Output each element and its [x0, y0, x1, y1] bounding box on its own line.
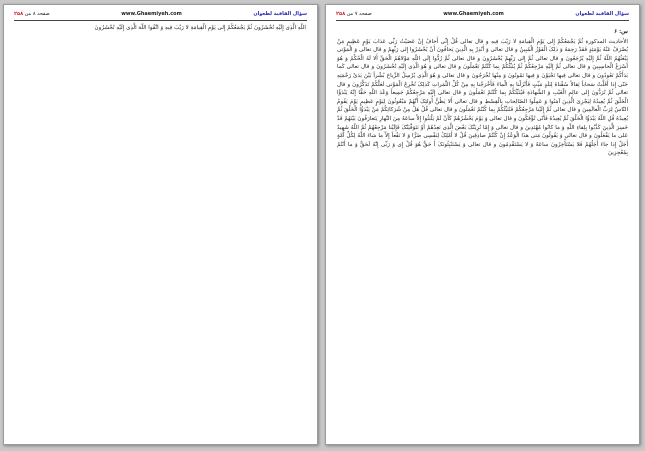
document-page-right	[325, 4, 640, 445]
page-body	[15, 24, 306, 33]
page-number-label: صفحه ۷ من	[345, 10, 372, 17]
page-body	[337, 24, 628, 158]
website-url[interactable]: www.Ghaemiyeh.com	[121, 10, 182, 17]
header-rule	[336, 20, 629, 21]
header-rule	[14, 20, 307, 21]
body-paragraph: الأحاديث المذكورة ثُمَّ یَجْمَعُکُمْ إِلی یَوْمِ الْقِیامَةِ لا رَیْبَ فِیهِ و قال تعالی قُلْ إِنِّی أَخافُ إِنْ عَصَیْتُ رَبِّی عَذابَ یَوْمٍ عَظِیمٍ مَنْ یُصْرَفْ عَنْهُ یَوْمَئِذٍ فَقَدْ رَحِمَهُ وَ ذلِکَ الْفَوْزُ الْمُبِینُ و قال تعالی وَ أَنْذِرْ بِهِ الَّذِینَ یَخافُونَ أَنْ یُحْشَرُوا إِلی رَبِّهِمْ و قال تعالی وَ الْمَوْتی یَبْعَثُهُمُ اللّهُ ثُمَّ إِلَیْهِ یُرْجَعُونَ و قال تعالی ثُمَّ إِلی رَبِّهِمْ یُحْشَرُونَ و قال تعالی ثُمَّ رُدُّوا إِلَی اللّهِ مَوْلاهُمُ الْحَقِّ أَلا لَهُ الْحُکْمُ وَ هُوَ أَسْرَعُ الْحاسِبِینَ و قال تعالی ثُمَّ إِلَیْهِ مَرْجِعُکُمْ ثُمَّ یُنَبِّئُکُمْ بِما کُنْتُمْ تَعْمَلُونَ و قال تعالی وَ هُوَ الَّذِی إِلَیْهِ تُحْشَرُونَ و قال تعالی کَما بَدَأَکُمْ تَعُودُونَ و قال تعالی فِیها تَحْیَوْنَ وَ فِیها تَمُوتُونَ وَ مِنْها تُخْرَجُونَ و قال تعالی وَ هُوَ الَّذِی یُرْسِلُ الرِّیاحَ بُشْراً بَیْنَ یَدَیْ رَحْمَتِهِ حَتّی إِذا أَقَلَّتْ سَحاباً ثِقالاً سُقْناهُ لِبَلَدٍ مَیِّتٍ فَأَنْزَلْنا بِهِ الْماءَ فَأَخْرَجْنا بِهِ مِنْ کُلِّ الثَّمَراتِ کَذلِکَ نُخْرِجُ الْمَوْتی لَعَلَّکُمْ تَذَکَّرُونَ و قال تعالی ثُمَّ تُرَدُّونَ إِلی عالِمِ الْغَیْبِ وَ الشَّهادَةِ فَیُنَبِّئُکُمْ بِما کُنْتُمْ تَعْمَلُونَ و قال تعالی إِلَیْهِ مَرْجِعُکُمْ جَمِیعاً وَعْدَ اللّهِ حَقًّا إِنَّهُ یَبْدَؤُا الْخَلْقَ ثُمَّ یُعِیدُهُ لِیَجْزِیَ الَّذِینَ آمَنُوا وَ عَمِلُوا الصّالِحاتِ بِالْقِسْطِ و قال تعالی أَلا یَظُنُّ أُولئِکَ أَنَّهُمْ مَبْعُوثُونَ لِیَوْمٍ عَظِیمٍ یَوْمَ یَقُومُ النّاسُ لِرَبِّ الْعالَمِینَ و قال تعالی ثُمَّ إِلَیْنا مَرْجِعُکُمْ فَنُنَبِّئُکُمْ بِما کُنْتُمْ تَعْمَلُونَ و قال تعالی قُلْ هَلْ مِنْ شُرَکائِکُمْ مَنْ یَبْدَؤُا الْخَلْقَ ثُمَّ یُعِیدُهُ قُلِ اللّهُ یَبْدَؤُا الْخَلْقَ ثُمَّ یُعِیدُهُ فَأَنّی تُؤْفَکُونَ و قال تعالی وَ یَوْمَ یَحْشُرُهُمْ کَأَنْ لَمْ یَلْبَثُوا إِلاّ ساعَةً مِنَ النَّهارِ یَتَعارَفُونَ بَیْنَهُمْ قَدْ خَسِرَ الَّذِینَ کَذَّبُوا بِلِقاءِ اللّهِ وَ ما کانُوا مُهْتَدِینَ و قال تعالی وَ إِمّا نُرِیَنَّکَ بَعْضَ الَّذِی نَعِدُهُمْ أَوْ نَتَوَفَّیَنَّکَ فَإِلَیْنا مَرْجِعُهُمْ ثُمَّ اللّهُ شَهِیدٌ عَلی ما یَفْعَلُونَ و قال تعالی وَ یَقُولُونَ مَتی هذَا الْوَعْدُ إِنْ کُنْتُمْ صادِقِینَ قُلْ لا أَمْلِکُ لِنَفْسِی ضَرًّا وَ لا نَفْعاً إِلاّ ما شاءَ اللّهُ لِکُلِّ أُمَّةٍ أَجَلٌ إِذا جاءَ أَجَلُهُمْ فَلا یَسْتَأْخِرُونَ ساعَةً وَ لا یَسْتَقْدِمُونَ و قال تعالی وَ یَسْتَنْبِئُونَکَ أَ حَقٌّ هُوَ قُلْ إِی وَ رَبِّی إِنَّهُ لَحَقٌّ وَ ما أَنْتُمْ بِمُعْجِزِینَ	[337, 38, 628, 157]
page-number	[14, 11, 50, 18]
page-number-label: صفحه ۸ من	[23, 10, 50, 17]
document-page-left	[3, 4, 318, 445]
book-title: سؤال القافية لطعوان	[575, 10, 629, 17]
page-total: ۲۵۸	[14, 10, 24, 17]
page-header	[14, 9, 307, 19]
website-url[interactable]: www.Ghaemiyeh.com	[443, 10, 504, 17]
body-paragraph: اللّهِ الَّذِی إِلَیْهِ تُحْشَرُونَ ثُمَّ یَجْمَعُکُمْ إِلی یَوْمِ الْقِیامَةِ لا رَیْبَ فِیهِ وَ اتَّقُوا اللّهَ الَّذِی إِلَیْهِ تُحْشَرُونَ	[94, 25, 306, 31]
book-title: سؤال القافية لطعوان	[253, 10, 307, 17]
page-header	[336, 9, 629, 19]
question-label: س: ۶	[614, 29, 628, 35]
page-number	[336, 11, 372, 18]
page-total: ۲۵۸	[336, 10, 346, 17]
